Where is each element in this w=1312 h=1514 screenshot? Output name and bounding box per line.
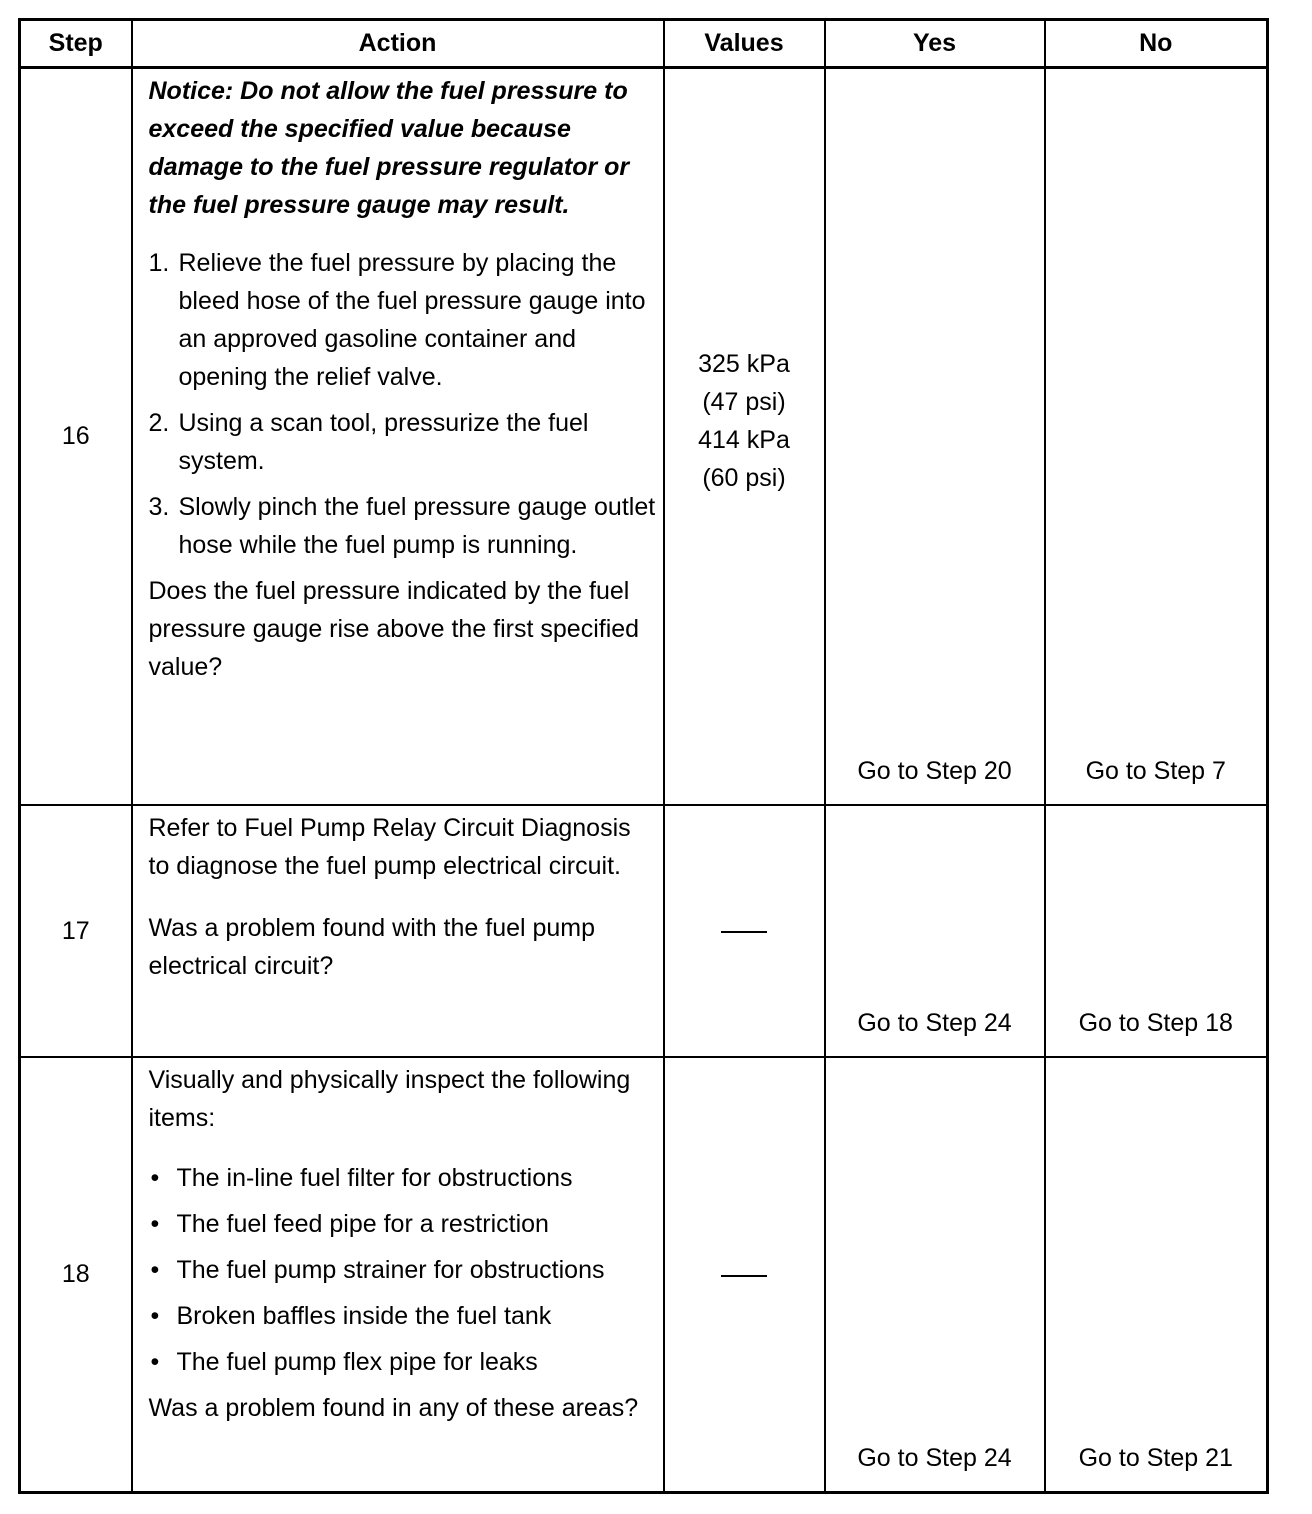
list-number: 3. bbox=[148, 493, 170, 521]
list-item bbox=[149, 244, 657, 396]
no-cell: Go to Step 21 bbox=[1045, 1057, 1268, 1493]
bullet-icon: • bbox=[150, 1163, 160, 1192]
action-cell bbox=[132, 68, 664, 805]
value-line: (60 psi) bbox=[702, 464, 786, 492]
bullet-icon: • bbox=[150, 1255, 160, 1284]
empty-value-dash bbox=[721, 1275, 767, 1277]
list-item bbox=[149, 1159, 657, 1197]
list-number: 1. bbox=[148, 249, 170, 277]
value-line: 325 kPa bbox=[698, 350, 790, 378]
step-number: 18 bbox=[20, 1057, 132, 1493]
value-line: 414 kPa bbox=[698, 426, 790, 454]
bullet-icon: • bbox=[150, 1209, 160, 1238]
list-item bbox=[149, 1297, 657, 1335]
list-item bbox=[149, 1343, 657, 1381]
action-text: Refer to Fuel Pump Relay Circuit Diagnosis to diagnose the fuel pump electrical circuit. bbox=[148, 813, 631, 880]
yes-cell: Go to Step 24 bbox=[825, 805, 1045, 1057]
list-item bbox=[149, 404, 657, 480]
bullet-icon: • bbox=[150, 1347, 160, 1376]
list-item bbox=[149, 1205, 657, 1243]
table-row-step-18 bbox=[20, 1057, 1268, 1493]
header-no: No bbox=[1045, 20, 1268, 68]
values-cell bbox=[664, 1057, 825, 1493]
yes-cell: Go to Step 24 bbox=[825, 1057, 1045, 1493]
list-text: Broken baffles inside the fuel tank bbox=[176, 1301, 552, 1330]
yes-cell: Go to Step 20 bbox=[825, 68, 1045, 805]
action-cell bbox=[132, 805, 664, 1057]
question-text: Was a problem found with the fuel pump electrical circuit? bbox=[148, 913, 596, 980]
list-text: Slowly pinch the fuel pressure gauge outlet hose while the fuel pump is running. bbox=[178, 493, 656, 559]
list-text: Relieve the fuel pressure by placing the bleed hose of the fuel pressure gauge into an approved gasoline container and opening the relief valve. bbox=[178, 249, 646, 391]
list-text: The fuel feed pipe for a restriction bbox=[176, 1209, 549, 1238]
step-number: 17 bbox=[20, 805, 132, 1057]
bullet-list bbox=[149, 1159, 657, 1381]
notice-text: Notice: Do not allow the fuel pressure to exceed the specified value because damage to the fuel pressure regulator or the fuel pressure gauge may result. bbox=[148, 77, 630, 219]
header-action: Action bbox=[132, 20, 664, 68]
list-text: The fuel pump strainer for obstructions bbox=[176, 1255, 605, 1284]
step-number: 16 bbox=[20, 68, 132, 805]
empty-value-dash bbox=[721, 931, 767, 933]
list-number: 2. bbox=[148, 409, 170, 437]
no-cell: Go to Step 18 bbox=[1045, 805, 1268, 1057]
no-cell: Go to Step 7 bbox=[1045, 68, 1268, 805]
bullet-icon: • bbox=[150, 1301, 160, 1330]
list-text: The fuel pump flex pipe for leaks bbox=[176, 1347, 538, 1376]
diagnostic-table bbox=[18, 18, 1269, 1494]
action-text: Visually and physically inspect the following items: bbox=[148, 1065, 631, 1132]
values-cell bbox=[664, 68, 825, 805]
action-cell bbox=[132, 1057, 664, 1493]
header-row bbox=[20, 20, 1268, 68]
list-text: Using a scan tool, pressurize the fuel system. bbox=[178, 409, 589, 475]
header-step: Step bbox=[20, 20, 132, 68]
numbered-list bbox=[149, 244, 657, 564]
table-row-step-16 bbox=[20, 68, 1268, 805]
list-item bbox=[149, 488, 657, 564]
list-text: The in-line fuel filter for obstructions bbox=[176, 1163, 573, 1192]
question-text: Was a problem found in any of these areas? bbox=[148, 1393, 639, 1422]
list-item bbox=[149, 1251, 657, 1289]
header-values: Values bbox=[664, 20, 825, 68]
question-text: Does the fuel pressure indicated by the fuel pressure gauge rise above the first specified value? bbox=[148, 577, 640, 681]
header-yes: Yes bbox=[825, 20, 1045, 68]
value-line: (47 psi) bbox=[702, 388, 786, 416]
values-cell bbox=[664, 805, 825, 1057]
table-row-step-17 bbox=[20, 805, 1268, 1057]
